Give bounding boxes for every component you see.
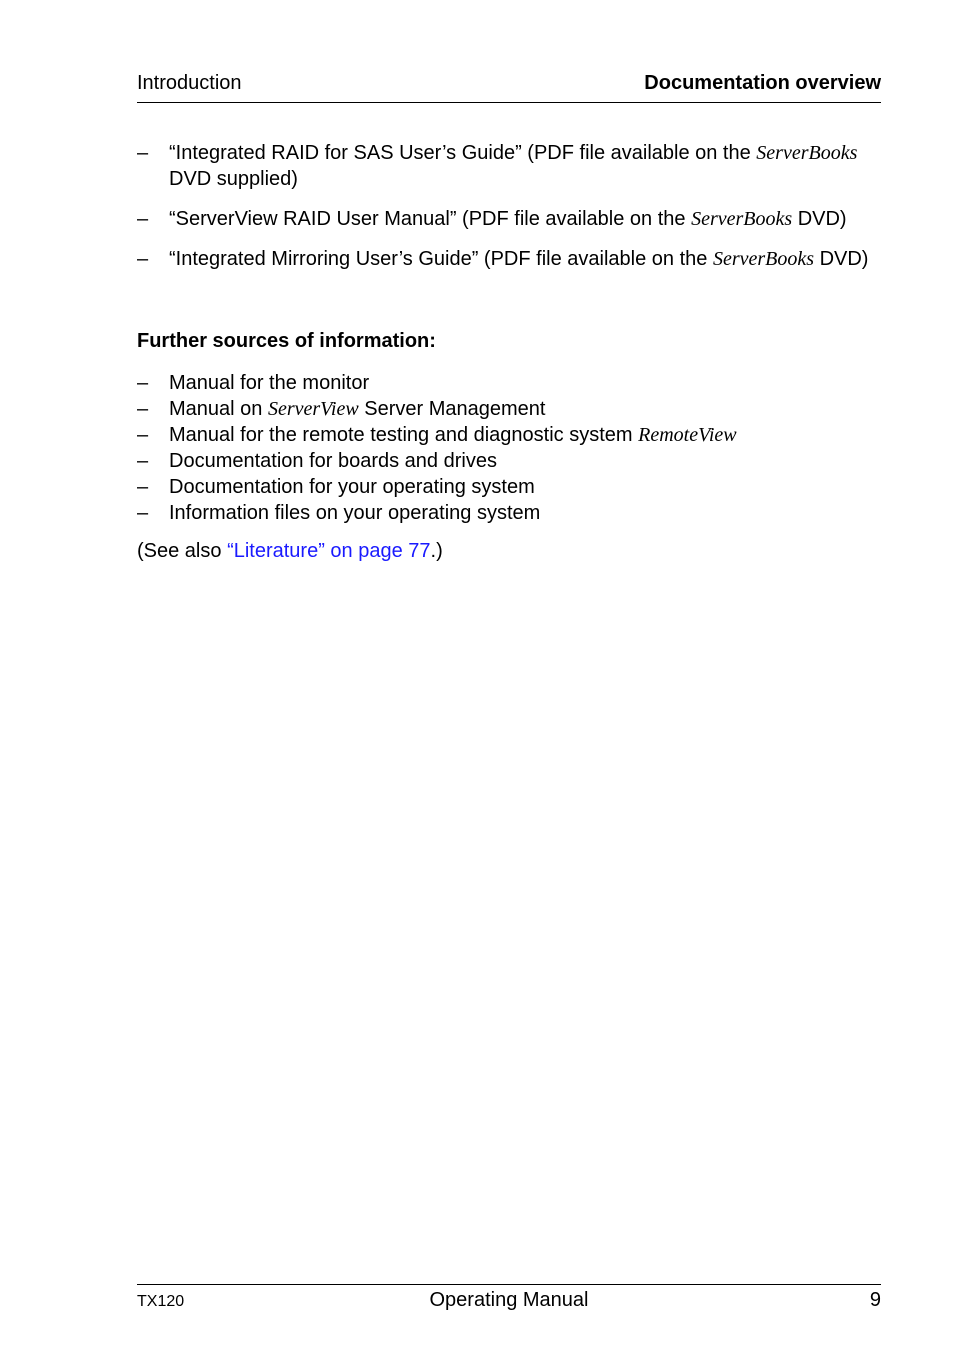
item-text-end: DVD) bbox=[792, 208, 847, 230]
list-item bbox=[137, 422, 887, 448]
page-number: 9 bbox=[869, 1289, 881, 1311]
bullet-dash: – bbox=[137, 208, 149, 230]
bullet-dash: – bbox=[137, 142, 149, 164]
section-heading: Further sources of information: bbox=[137, 330, 436, 352]
item-italic: ServerView bbox=[267, 398, 359, 420]
bullet-dash: – bbox=[137, 424, 149, 446]
item-text-end: DVD) bbox=[814, 248, 869, 270]
item-italic: ServerBooks bbox=[712, 248, 815, 270]
bullet-dash: – bbox=[137, 398, 149, 420]
bullet-dash: – bbox=[137, 450, 149, 472]
page-footer bbox=[137, 1284, 881, 1317]
list-item bbox=[137, 474, 887, 500]
list-item bbox=[137, 500, 887, 526]
item-text: “ServerView RAID User Manual” (PDF file available on the bbox=[169, 208, 692, 230]
literature-link[interactable]: “Literature” on page 77 bbox=[227, 540, 431, 562]
item-text: Manual for the monitor bbox=[169, 372, 370, 394]
header-section: Documentation overview bbox=[644, 72, 881, 94]
list-item bbox=[137, 370, 887, 396]
item-text: Documentation for boards and drives bbox=[169, 450, 497, 472]
item-text: “Integrated Mirroring User’s Guide” (PDF file available on the bbox=[169, 248, 713, 270]
documents-list bbox=[137, 140, 887, 286]
list-item bbox=[137, 140, 887, 192]
list-item bbox=[137, 396, 887, 422]
item-italic: RemoteView bbox=[638, 424, 737, 446]
further-sources-list bbox=[137, 370, 887, 526]
item-italic: ServerBooks bbox=[756, 142, 858, 164]
item-italic: ServerBooks bbox=[691, 208, 793, 230]
list-item bbox=[137, 246, 887, 272]
see-also-note bbox=[137, 540, 443, 563]
item-text-end: DVD supplied) bbox=[169, 168, 298, 190]
see-also-suffix: .) bbox=[430, 540, 443, 562]
see-also-prefix: (See also bbox=[137, 540, 228, 562]
footer-title: Operating Manual bbox=[429, 1289, 589, 1311]
list-item bbox=[137, 206, 887, 232]
header-chapter: Introduction bbox=[137, 72, 242, 94]
item-text: Manual for the remote testing and diagnostic system bbox=[169, 424, 639, 446]
page-header bbox=[137, 72, 881, 103]
bullet-dash: – bbox=[137, 248, 149, 270]
item-text-end: Server Management bbox=[358, 398, 546, 420]
bullet-dash: – bbox=[137, 502, 149, 524]
item-text: “Integrated RAID for SAS User’s Guide” (PDF file available on the bbox=[169, 142, 757, 164]
footer-model: TX120 bbox=[137, 1293, 185, 1310]
item-text: Documentation for your operating system bbox=[169, 476, 535, 498]
item-text: Information files on your operating system bbox=[169, 502, 541, 524]
item-text: Manual on bbox=[169, 398, 268, 420]
list-item bbox=[137, 448, 887, 474]
bullet-dash: – bbox=[137, 372, 149, 394]
bullet-dash: – bbox=[137, 476, 149, 498]
